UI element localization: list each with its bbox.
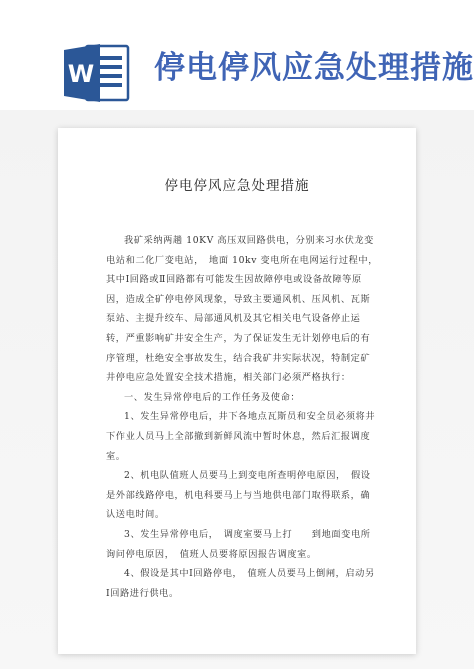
paragraph-section-heading: 一、发生异常停电后的工作任务及使命： [124,391,301,403]
document-title: 停电停风应急处理措施 [164,178,310,194]
paragraph-item-1: 1、发生异常停电后，井下各地点瓦斯员和安全员必须将井下作业人员马上全部撤到新鲜风流中暂时休息，然后汇报调度室。 [106,411,376,462]
word-document-icon [64,44,132,102]
paragraph-item-3: 3、发生异常停电后， 调度室要马上打 到地面变电所询问停电原因， 值班人员要将原因报告调度室。 [106,528,371,560]
banner-title: 停电停风应急处理措施 [154,50,474,86]
paragraph-item-2: 2、机电队值班人员要马上到变电所查明停电原因， 假设是外部线路停电，机电科要马上与当地供电部门取得联系，确认送电时间。 [106,470,371,521]
paragraph-intro: 我矿采纳两趟 10KV 高压双回路供电，分别来习水伏龙变电站和二化厂变电站， 地面 10kv 变电所在电网运行过程中， 其中Ⅰ回路或Ⅱ回路都有可能发生因故障停电或设备故障等原因，造成全矿停电停风现象，导致主要通风机、压风机、瓦斯泵站、主提升绞车、局部通风机及其它相关电气设备停止运转，严重影响矿井安全生产，为了保证发生无计划停电后的有序管理，杜绝安全事故发生，结合我矿井实际状况，特制定矿井停电应急处置安全技术措施，相关部门必须严格执行： [106,235,384,384]
document-page [58,128,416,654]
paragraph-item-4: 4、假设是其中Ⅰ回路停电， 值班人员要马上倒闸，启动另Ⅰ回路进行供电。 [106,568,375,599]
word-logo-letter: W [67,60,95,88]
banner-header [0,0,474,110]
document-body [106,231,384,603]
